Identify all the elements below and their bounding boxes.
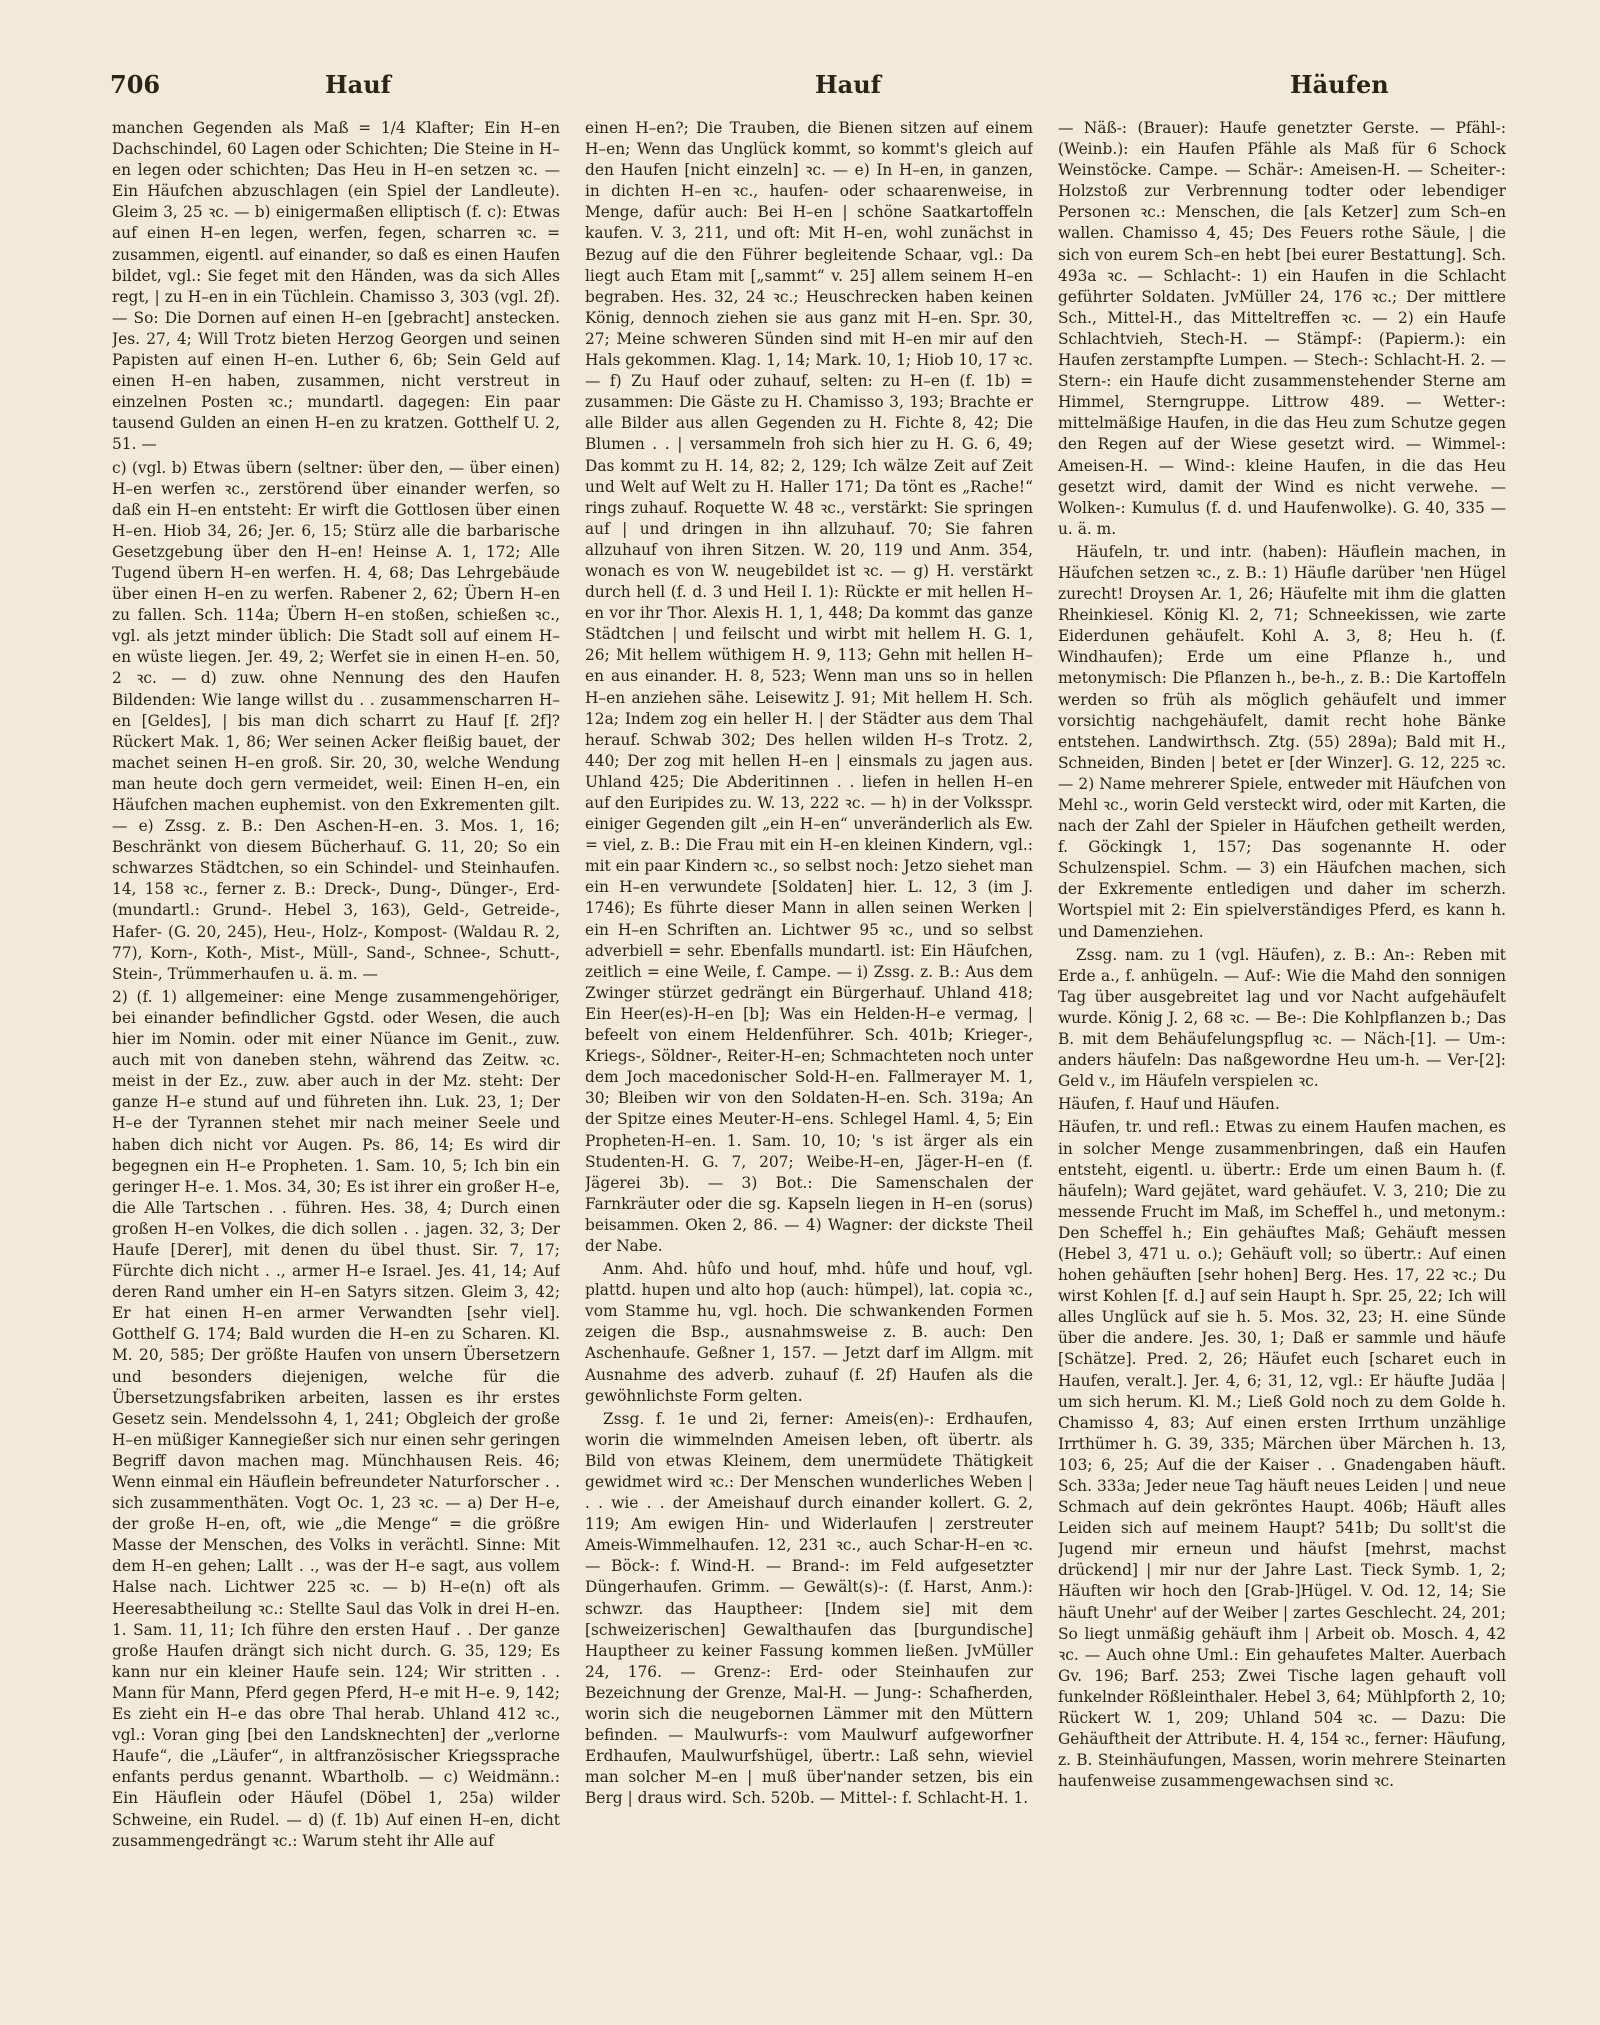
page-header — [110, 70, 1490, 110]
compounds-paragraph: Zssg. nam. zu 1 (vgl. Häufen), z. B.: An-: Reben mit Erde a., f. anhügeln. — Auf-: Wie die Mahd den sonnigen Tag über ausgebreitet lag und vor Nacht aufgehäufelt wurde. König J. 2, 68 ꝛc. — Be-: Die Kohlpflanzen b.; Das B. mit dem Behäufelungspflug ꝛc. — Näch-[1]. — Um-: anders häufeln: Das naßgewordne Heu um-h. — Ver-[2]: Geld v., im Häufeln verspielen ꝛc. — [1058, 945, 1506, 1091]
paragraph: — Näß-: (Brauer): Haufe genetzter Gerste. — Pfähl-: (Weinb.): ein Haufen Pfähle als Maß für 6 Schock Weinstöcke. Campe. — Schär-: Ameisen-H. — Scheiter-: Holzstoß zur Verbrennung todter oder lebendiger Personen ꝛc.: Menschen, die [als Ketzer] zum Sch–en wallen. Chamisso 4, 45; Des Feuers rothe Säule, | die sich von eurem Sch–en hebt [bei eurer Bestattung]. Sch. 493a ꝛc. — Schlacht-: 1) ein Haufen in die Schlacht geführter Soldaten. JvMüller 24, 176 ꝛc.; Der mittlere Sch., Mittel-H., das Mitteltreffen ꝛc. — 2) ein Haufe Schlachtvieh, Stech-H. — Stämpf-: (Papierm.): ein Haufen zerstampfte Lumpen. — Stech-: Schlacht-H. 2. — Stern-: ein Haufe dicht zusammenstehender Sterne am Himmel, Sterngruppe. Littrow 489. — Wetter-: mittelmäßige Haufen, in die das Heu zum Schutze gegen den Regen auf der Wiese gesetzt wird. — Wimmel-: Ameisen-H. — Wind-: kleine Haufen, in die das Heu gesetzt wird, damit der Wind es nicht verwehe. — Wolken-: Kumulus (f. d. und Haufenwolke). G. 40, 335 — u. ä. m. — [1058, 119, 1506, 538]
entry-haeufen: Häufen, tr. und refl.: Etwas zu einem Haufen machen, es in solcher Menge zusammenbringen, daß ein Haufen entsteht, eigentl. u. übertr.: Erde um einen Baum h. (f. häufeln); Ward gejätet, ward gehäufet. V. 3, 210; Die zu messende Frucht im Maß, im Scheffel h., und metonym.: Den Scheffel h.; Ein gehäuftes Maß; Gehäuft messen (Hebel 3, 471 u. o.); Gehäuft voll; so übertr.: Auf einen hohen gehäuften [sehr hohen] Berg. Hes. 17, 22 ꝛc.; Du wirst Kohlen [f. d.] auf sein Haupt h. Spr. 25, 22; Ich will alles Unglück auf sie h. 5. Mos. 32, 23; H. eine Sünde über die andere. Jes. 30, 1; Daß er sammle und häufe [Schätze]. Pred. 2, 26; Häufet euch [scharet euch in Haufen, veralt.]. Jer. 4, 6; 31, 12, vgl.: Er häufte Judäa | um sich herum. Kl. M.; Ließ Gold noch zu dem Golde h. Chamisso 4, 83; Auf einen ersten Irrthum unzählige Irrthümer h. G. 39, 335; Märchen über Märchen h. 13, 103; 6, 25; Auf die der Kaiser . . Gnadengaben häuft. Sch. 333a; Jeder neue Tag häuft neues Leiden | und neue Schmach auf dein gekröntes Haupt. 406b; Häuft alles Leiden sich auf meinem Haupt? 541b; Du sollt'st die Jugend mir erneun und häufst [mehrst, machst drückend] | mir nur der Jahre Last. Tieck Symb. 1, 2; Häuften wir hoch den [Grab-]Hügel. V. Od. 12, 14; Sie häuft Unehr' auf der Weiber | zartes Geschlecht. 24, 201; So liegt unmäßig gehäuft ihm | Arbeit ob. Mosch. 4, 42 ꝛc. — Auch ohne Uml.: Ein gehaufetes Malter. Auerbach Gv. 196; Barf. 253; Zwei Tische lagen gehauft voll funkelnder Rößleinthaler. Hebel 3, 64; Mühlpforth 2, 10; Rückert W. 1, 209; Uhland 504 ꝛc. — Dazu: Die Gehäuftheit der Attribute. H. 4, 154 ꝛc., ferner: Häufung, z. B. Steinhäufungen, Massen, worin mehrere Steinarten haufenweise zusammengewachsen sind ꝛc. — [1058, 1118, 1506, 1791]
annotation-paragraph: Anm. Ahd. hûfo und houf, mhd. hûfe und houf, vgl. plattd. hupen und alto hop (auch: hümpel), lat. copia ꝛc., vom Stamme hu, vgl. hoch. Die schwankenden Formen zeigen die Bsp., ausnahmsweise z. B. auch: Den Aschenhaufe. Geßner 1, 157. — Jetzt darf im Allgm. mit Ausnahme des adverb. zuhauf (f. 2f) Haufen als die gewöhnlichste Form gelten. — [585, 1260, 1033, 1405]
page-number: 706 — [110, 70, 161, 99]
entry-haeufeln: Häufeln, tr. und intr. (haben): Häuflein machen, in Häufchen setzen ꝛc., z. B.: 1) Häufle darüber 'nen Hügel zurecht! Droysen Ar. 1, 26; Häufelte mit ihm die glatten Rheinkiesel. König Kl. 2, 71; Schneekissen, wie zarte Eiderdunen gehäufelt. Kohl A. 3, 8; Heu h. (f. Windhaufen); Erde um eine Pflanze h., und metonymisch: Die Pflanzen h., be-h., z. B.: Die Kartoffeln werden so früh als möglich gehäufelt und immer vorsichtig nachgehäufelt, damit recht hohe Bänke entstehen. Landwirthsch. Ztg. (55) 289a); Bald mit H., Schneiden, Binden | betet er [der Winzer]. G. 12, 225 ꝛc. — 2) Name mehrerer Spiele, entweder mit Häufchen von Mehl ꝛc., worin Geld versteckt wird, oder mit Karten, die nach der Zahl der Spieler in Häufchen getheilt werden, f. Göckingk 1, 157; Das sogenannte H. oder Schulzenspiel. Schm. — 3) ein Häufchen machen, sich der Exkremente entledigen und daher im scherzh. Wortspiel mit 2: Ein spielverständiges Pferd, es kann h. und Damenziehen. — [1058, 542, 1506, 941]
center-catchword: Hauf — [815, 70, 881, 99]
compounds-paragraph: Zssg. f. 1e und 2i, ferner: Ameis(en)-: Erdhaufen, worin die wimmelnden Ameisen leben, oft übertr. als Bild von etwas Kleinem, dem unermüdete Thätigkeit gewidmet wird ꝛc.: Der Menschen wunderliches Weben | . . wie . . der Ameishauf durch einander kollert. G. 2, 119; Am ewigen Hin- und Widerlaufen | zerstreuter Ameis-Wimmelhaufen. 12, 231 ꝛc., auch Schar-H–en ꝛc. — Böck-: f. Wind-H. — Brand-: im Feld aufgesetzter Düngerhaufen. Grimm. — Gewält(s)-: (f. Harst, Anm.): schwzr. das Hauptheer: [Indem sie] mit dem [schweizerischen] Gewalthaufen das [burgundische] Hauptheer zu keiner Fassung kommen ließen. JvMüller 24, 176. — Grenz-: Erd- oder Steinhaufen zur Bezeichnung der Grenze, Mal-H. — Jung-: Schafherden, worin sich die neugebornen Lämmer mit den Müttern befinden. — Maulwurfs-: vom Maulwurf aufgeworfner Erdhaufen, Maulwurfshügel, übertr.: Laß sehn, wieviel man solcher M–en | muß über'nander setzen, bis ein Berg | draus wird. Sch. 520b. — Mittel-: f. Schlacht-H. 1. — [585, 1409, 1033, 1808]
text-column-1 — [112, 118, 560, 1998]
right-catchword: Häufen — [1290, 70, 1389, 99]
paragraph: c) (vgl. b) Etwas übern (seltner: über den, — über einen) H–en werfen ꝛc., zerstörend über einander werfen, so daß ein H–en entsteht: Er wirft die Gottlosen über einen H–en. Hiob 34, 26; Jer. 6, 15; Stürz alle die barbarische Gesetzgebung über den H–en! Heinse A. 1, 172; Alle Tugend übern H–en werfen. H. 4, 68; Das Lehrgebäude über einen H–en zu werfen. Rabener 2, 62; Übern H–en zu fallen. Sch. 114a; Übern H–en stoßen, schießen ꝛc., vgl. als jetzt minder üblich: Die Stadt soll auf einem H–en wüste liegen. Jer. 49, 2; Werfet sie in einen H–en. 50, 2 ꝛc. — d) zuw. ohne Nennung des den Haufen Bildenden: Wie lange willst du . . zusammenscharren H–en [Geldes], | bis man dich scharrt zu Hauf [f. 2f]? Rückert Mak. 1, 86; Wer seinen Acker fleißig bauet, der machet seinen H–en groß. Sir. 20, 30, welche Wendung man heute doch gern vermeidet, weil: Einen H–en, ein Häufchen machen euphemist. von den Exkrementen gilt. — e) Zssg. z. B.: Den Aschen-H–en. 3. Mos. 1, 16; Beschränkt von diesem Bücherhauf. G. 11, 20; So ein schwarzes Städtchen, so ein Schindel- und Steinhaufen. 14, 158 ꝛc., ferner z. B.: Dreck-, Dung-, Dünger-, Erd- (mundartl.: Grund-. Hebel 3, 163), Geld-, Getreide-, Hafer- (G. 20, 245), Heu-, Holz-, Kompost- (Waldau R. 2, 77), Korn-, Koth-, Mist-, Müll-, Sand-, Schnee-, Schutt-, Stein-, Trümmerhaufen u. ä. m. — — [112, 458, 560, 983]
paragraph: einen H–en?; Die Trauben, die Bienen sitzen auf einem H–en; Wenn das Unglück kommt, so kommt's gleich auf den Haufen [nicht einzeln] ꝛc. — e) In H–en, in ganzen, in dichten H–en ꝛc., haufen- oder schaarenweise, in Menge, dafür auch: Bei H–en | schöne Saatkartoffeln kaufen. V. 3, 211, und oft: Mit H–en, wohl zunächst in Bezug auf die den Führer begleitende Schaar, vgl.: Da liegt auch Etam mit [„sammt“ v. 25] allem seinem H–en begraben. Hes. 32, 24 ꝛc.; Heuschrecken haben keinen König, dennoch ziehen sie aus ganz mit H–en. Spr. 30, 27; Meine schweren Sünden sind mit H–en mir auf den Hals gekommen. Klag. 1, 14; Mark. 10, 1; Hiob 10, 17 ꝛc. — f) Zu Hauf oder zuhauf, selten: zu H–en (f. 1b) = zusammen: Die Gäste zu H. Chamisso 3, 193; Brachte er alle Bilder aus allen Gegenden zu H. Fichte 8, 42; Die Blumen . . | versammeln froh sich hier zu H. G. 6, 49; Das kommt zu H. 14, 82; 2, 129; Ich wälze Zeit auf Zeit und Welt auf Welt zu H. Haller 171; Da tönt es „Rache!“ rings zuhauf. Roquette W. 48 ꝛc., verstärkt: Sie springen auf | und dringen in ihn allzuhauf. 70; Sie fahren allzuhauf von ihren Sitzen. W. 20, 119 und Anm. 354, wonach es von W. neugebildet ist ꝛc. — g) H. verstärkt durch hell (f. d. 3 und Heil I. 1): Rückte er mit hellen H–en vor ihr Thor. Alexis H. 1, 1, 448; Da kommt das ganze Städtchen | und feilscht und wirbt mit hellem H. G. 1, 26; Mit hellem wüthigem H. 9, 113; Gehn mit hellen H–en aus einander. H. 8, 523; Wenn man uns so in hellen H–en anziehen sähe. Leisewitz J. 91; Mit hellem H. Sch. 12a; Indem zog ein heller H. | der Städter aus dem Thal herauf. Schwab 302; Des hellen wilden H–s Trotz. 2, 440; Der zog mit hellen H–en | einsmals zu jagen aus. Uhland 425; Die Abderitinnen . . liefen in hellen H–en auf den Euripides zu. W. 13, 222 ꝛc. — h) in der Volksspr. einiger Gegenden gilt „ein H–en“ unveränderlich als Ew. = viel, z. B.: Die Frau mit ein H–en kleinen Kindern, vgl.: mit ein paar Kindern ꝛc., so selbst noch: Jetzo siehet man ein H–en verwundete [Soldaten] hier. L. 12, 3 (im J. 1746); Es führte dieser Mann in allen seinen Werken | ein H–en Schriften an. Lichtwer 95 ꝛc., und so selbst adverbiell = sehr. Ebenfalls mundartl. ist: Ein Häufchen, zeitlich = eine Weile, f. Campe. — i) Zssg. z. B.: Aus dem Zwinger stürzet gedrängt ein Bürgerhauf. Uhland 418; Ein Heer(es)-H–en [b]; Was ein Helden-H–e vermag, | befeelt von einem Heldenführer. Sch. 401b; Krieger-, Kriegs-, Söldner-, Reiter-H–en; Schmachteten noch unter dem Joch macedonischer Sold-H–en. Fallmerayer M. 1, 30; Bleiben wir von den Soldaten-H–en. Sch. 319a; An der Spitze eines Meuter-H–ens. Schlegel Haml. 4, 5; Ein Propheten-H–en. 1. Sam. 10, 10; 's ist ärger als ein Studenten-H. G. 7, 207; Weibe-H–en, Jäger-H–en (f. Jägerei 3b). — 3) Bot.: Die Samenschalen der Farnkräuter oder die sg. Kapseln liegen in H–en (sorus) beisammen. Oken 2, 86. — 4) Wagner: der dickste Theil der Nabe. — [585, 119, 1033, 1255]
entry-haeufen-ref: Häufen, f. Hauf und Häufen. — [1058, 1095, 1280, 1114]
text-column-3 — [1058, 118, 1506, 1998]
left-catchword: Hauf — [325, 70, 391, 99]
text-column-2 — [585, 118, 1033, 1998]
paragraph: manchen Gegenden als Maß = 1/4 Klafter; Ein H–en Dachschindel, 60 Lagen oder Schichten; Die Steine in H–en legen oder schichten; Das Heu in H–en setzen ꝛc. — Ein Häufchen abzuschlagen (ein Spiel der Landleute). Gleim 3, 25 ꝛc. — b) einigermaßen elliptisch (f. c): Etwas auf einen H–en legen, werfen, fegen, scharren ꝛc. = zusammen, eigentl. auf einander, so daß es einen Haufen bildet, vgl.: Sie feget mit den Händen, was da sich Alles regt, | zu H–en in ein Tüchlein. Chamisso 3, 303 (vgl. 2f). — So: Die Dornen auf einen H–en [gebracht] anstecken. Jes. 27, 4; Will Trotz bieten Herzog Georgen und seinen Papisten auf einen H–en. Luther 6, 6b; Sein Geld auf einen H–en haben, zusammen, nicht verstreut in einzelnen Posten ꝛc.; mundartl. dagegen: Ein paar tausend Gulden an einen H–en zu kratzen. Gotthelf U. 2, 51. — — [112, 119, 560, 454]
paragraph: 2) (f. 1) allgemeiner: eine Menge zusammengehöriger, bei einander befindlicher Ggstd. oder Wesen, die auch hier im Nomin. oder mit einer Nüance im Genit., zuw. auch mit von daneben stehn, während das Zeitw. ꝛc. meist in der Ez., zuw. aber auch in der Mz. steht: Der ganze H–e stund auf und führeten ihn. Luk. 23, 1; Der H–e der Tyrannen stehet mir nach meiner Seele und haben dich nicht vor Augen. Ps. 86, 14; Es wird dir begegnen ein H–e Propheten. 1. Sam. 10, 5; Ich bin ein geringer H–e. 1. Mos. 34, 30; Es ist ihrer ein großer H–e, die Alle Tartschen . . führen. Hes. 38, 4; Durch einen großen H–en Volkes, die dich sollen . . jagen. 32, 3; Der Haufe [Derer], mit denen du übel thust. Sir. 7, 17; Fürchte dich nicht . ., armer H–e Israel. Jes. 41, 14; Auf deren Rand umher ein H–en Satyrs sitzen. Gleim 3, 42; Er hat einen H–en armer Verwandten [sehr viel]. Gotthelf G. 174; Bald wurden die H–en zu Scharen. Kl. M. 20, 585; Der größte Haufen von unsern Übersetzern und besonders diejenigen, welche für die Übersetzungsfabriken arbeiten, lassen es ihr erstes Gesetz sein. Mendelssohn 4, 1, 241; Obgleich der große H–en müßiger Kannegießer sich nur einen sehr geringen Begriff davon machen mag. Münchhausen Reis. 46; Wenn einmal ein Häuflein befreundeter Naturforscher . . sich zusammenthäten. Vogt Oc. 1, 23 ꝛc. — a) Der H–e, der große H–en, oft, wie „die Menge“ = die größre Masse der Menschen, des Volks in verächtl. Sinne: Mit dem H–en gehen; Lallt . ., was der H–e sagt, aus vollem Halse nach. Lichtwer 225 ꝛc. — b) H–e(n) oft als Heeresabtheilung ꝛc.: Stellte Saul das Volk in drei H–en. 1. Sam. 11, 11; Ich führe den ersten Hauf . . Der ganze große Haufen drängt sich nicht durch. G. 35, 129; Es kann nur ein kleiner Haufe sein. 124; Wir stritten . . Mann für Mann, Pferd gegen Pferd, H–e mit H–e. 9, 142; Es zieht ein H–e das obre Thal herab. Uhland 412 ꝛc., vgl.: Voran ging [bei den Landsknechten] der „verlorne Haufe“, die „Läufer“, in altfranzösischer Kriegssprache enfants perdus genannt. Wbartholb. — c) Weidmänn.: Ein Häuflein oder Häufel (Döbel 1, 25a) wilder Schweine, ein Rudel. — d) (f. 1b) Auf einen H–en, dicht zusammengedrängt ꝛc.: Warum steht ihr Alle auf — [112, 987, 560, 1850]
